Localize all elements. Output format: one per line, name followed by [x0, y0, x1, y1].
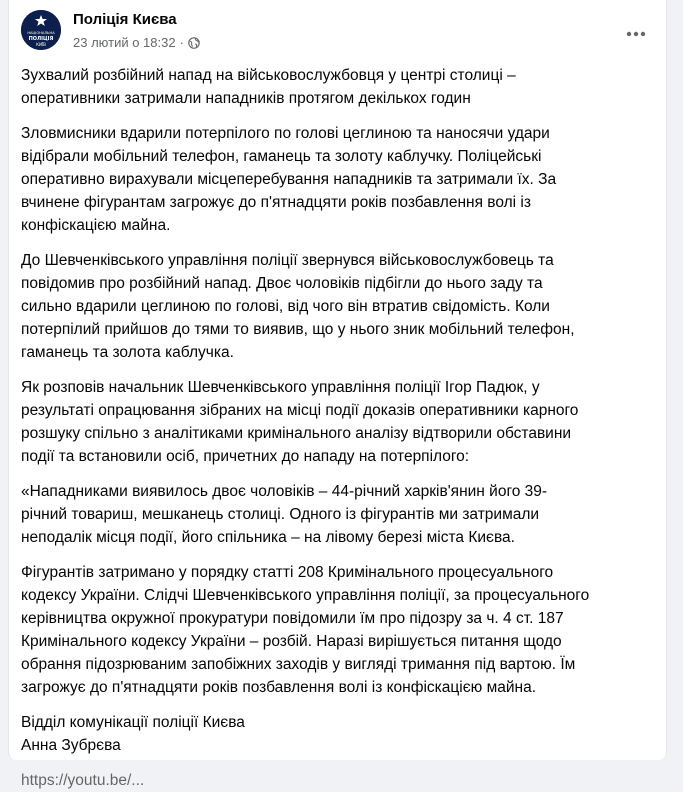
- post-text: [21, 64, 651, 792]
- page-name-link[interactable]: Поліція Києва: [73, 11, 177, 28]
- post-paragraph: Зловмисники вдарили потерпілого по голові цеглиною та наносячи удари відібрали мобільний телефон, гаманець та золоту каблучку. Поліцейські оперативно вирахували місцеперебування нападників та затримали їх. За вчинене фігурантам загрожує до п'ятнадцяти років позбавлення волі із конфіскацією майна.: [21, 125, 557, 234]
- signature-line: Відділ комунікації поліції Києва: [21, 714, 245, 731]
- post-headline: Зухвалий розбійний напад на військовослужбовця у центрі столиці – оперативники затримали нападників протягом декількох годин: [21, 67, 516, 107]
- post-quote: «Нападниками виявилось двоє чоловіків – 44-річний харків'янин його 39- річний товариш, мешканець столиці. Одного із фігурантів ми затримали неподалік місця події, його спільника – на лівому березі міста Києва.: [21, 483, 548, 546]
- meta-separator: ·: [179, 35, 184, 50]
- post-meta: [73, 35, 200, 50]
- more-options-button[interactable]: [618, 16, 654, 52]
- post-paragraph: Як розповів начальник Шевченківського управління поліції Ігор Падюк, у результаті опрацювання зібраних на місці події доказів оперативники карного розшуку спільно з аналітиками кримінального аналізу відтворили обставини події та встановили осіб, причетних до нападу на потерпілого:: [21, 379, 579, 465]
- post-card: [8, 0, 667, 789]
- globe-icon[interactable]: [188, 37, 200, 49]
- police-logo-icon: [21, 10, 61, 50]
- logo-text-line2: ПОЛІЦІЯ: [28, 36, 54, 42]
- post-link[interactable]: https://youtu.be/...: [21, 772, 145, 789]
- more-horizontal-icon: [626, 31, 646, 37]
- avatar[interactable]: [21, 10, 61, 50]
- post-paragraph: Фігурантів затримано у порядку статті 208 Кримінального процесуального кодексу України. Слідчі Шевченківського управління поліції, за процесуального керівництва окружної прокуратури повідомили їм про підозру за ч. 4 ст. 187 Кримінального кодексу України – розбій. Наразі вирішується питання щодо обрання підозрюваним запобіжних заходів у вигляді тримання під вартою. Їм загрожує до п'ятнадцяти років позбавлення волі із конфіскацією майна.: [21, 564, 590, 696]
- signature-name: Анна Зубрєва: [21, 737, 121, 754]
- logo-text-line1: НАЦІОНАЛЬНА: [27, 31, 55, 35]
- post-header: [21, 10, 654, 58]
- post-paragraph: До Шевченківського управління поліції звернувся військовослужбовець та повідомив про розбійний напад. Двоє чоловіків підбігли до нього заду та сильно вдарили цеглиною по голові, від чого він втратив свідомість. Коли потерпілий прийшов до тями то виявив, що у нього зник мобільний телефон, гаманець та золота каблучка.: [21, 252, 575, 361]
- logo-text-line3: КИЇВ: [36, 42, 46, 47]
- post-timestamp[interactable]: 23 лютий о 18:32: [73, 35, 176, 50]
